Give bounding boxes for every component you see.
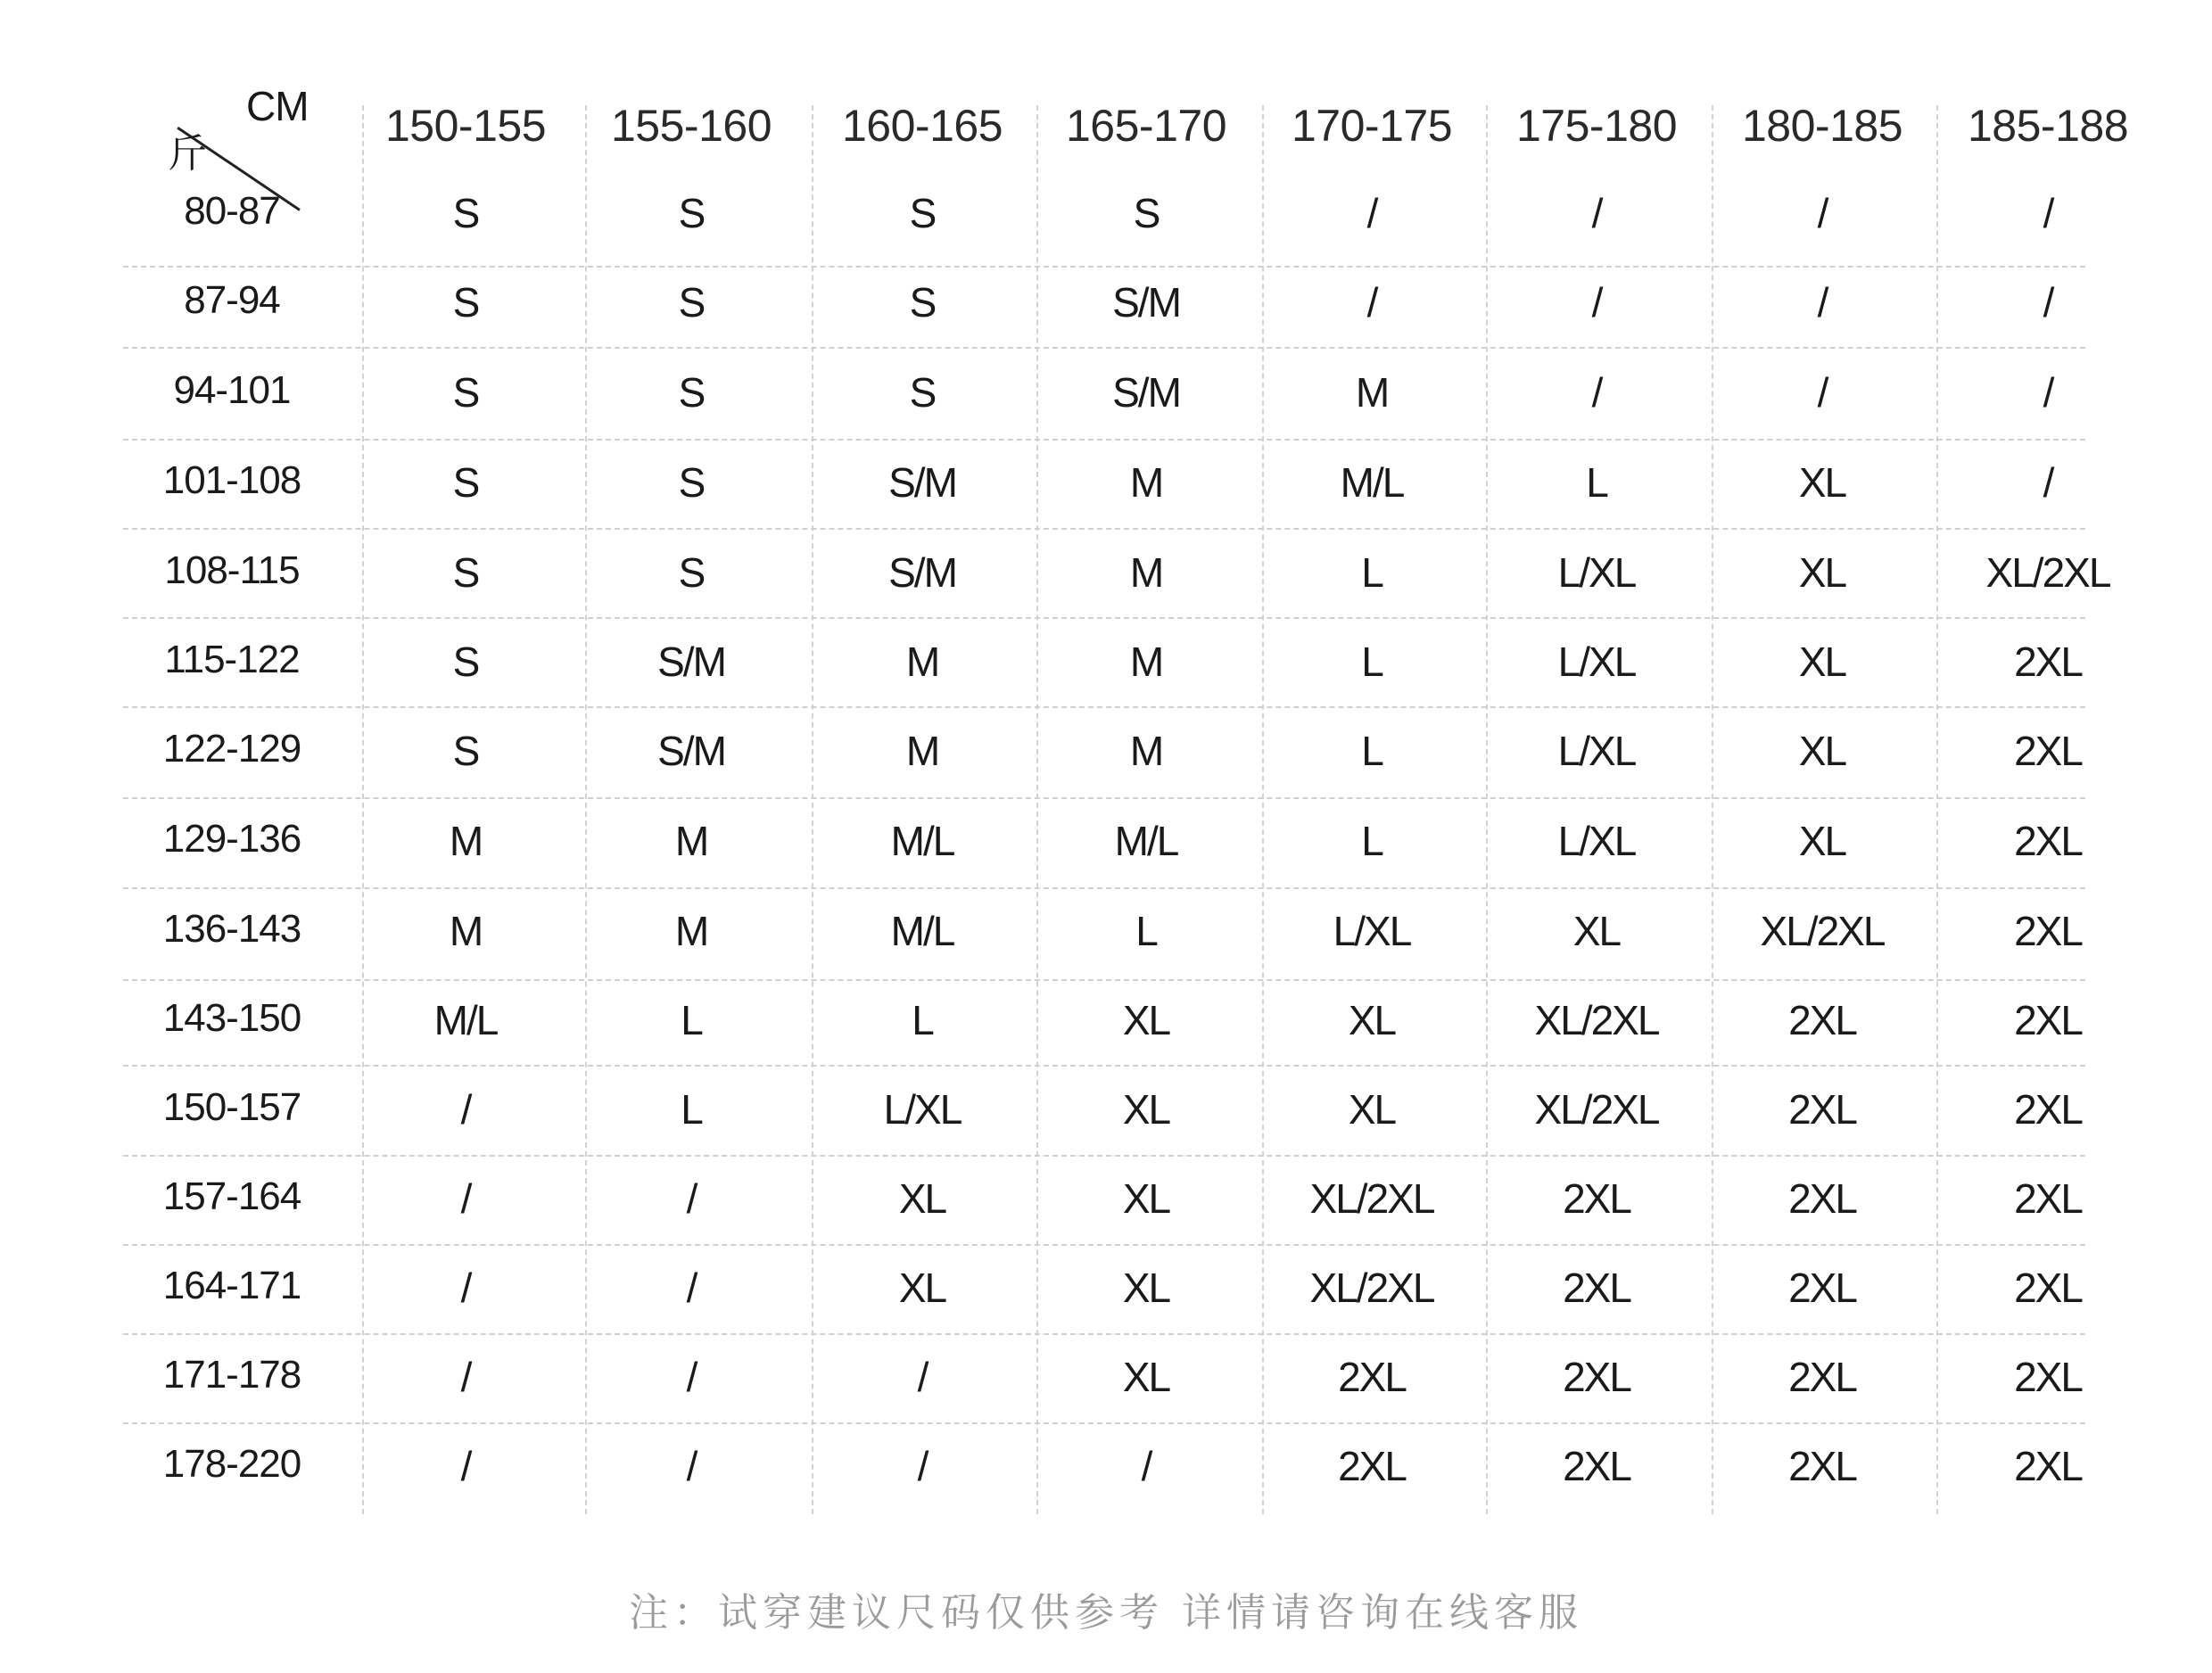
row-divider <box>123 1333 2085 1335</box>
size-cell: / <box>460 1265 471 1311</box>
size-cell: XL <box>1122 1265 1170 1311</box>
size-cell: XL <box>1798 549 1846 596</box>
size-cell: 2XL <box>1788 997 1856 1043</box>
size-cell: M <box>1129 549 1163 596</box>
size-cell: XL <box>898 1175 946 1222</box>
size-cell: 2XL <box>2014 639 2082 685</box>
size-cell: S/M <box>888 459 956 506</box>
size-cell: M <box>1129 459 1163 506</box>
size-cell: XL/2XL <box>1534 1086 1659 1133</box>
size-cell: XL <box>1572 908 1621 954</box>
row-divider <box>123 617 2085 619</box>
column-header: 165-170 <box>1066 101 1226 151</box>
row-header: 115-122 <box>164 638 300 681</box>
size-cell: L <box>1361 818 1382 864</box>
size-cell: L/XL <box>1557 639 1636 685</box>
size-cell: / <box>2043 369 2053 416</box>
size-cell: / <box>460 1443 471 1489</box>
size-cell: 2XL <box>1563 1443 1630 1489</box>
row-divider <box>123 706 2085 708</box>
row-header: 171-178 <box>162 1353 301 1397</box>
size-cell: S <box>678 369 705 416</box>
size-cell: XL <box>1348 997 1396 1043</box>
row-header: 87-94 <box>184 278 280 322</box>
size-cell: L <box>1586 459 1607 506</box>
size-cell: 2XL <box>2014 1443 2082 1489</box>
size-cell: S <box>452 639 479 685</box>
column-header: 180-185 <box>1742 101 1902 151</box>
size-cell: 2XL <box>2014 728 2082 774</box>
size-cell: XL/2XL <box>1985 549 2110 596</box>
row-header: 94-101 <box>173 368 291 412</box>
size-cell: / <box>1817 279 1828 326</box>
size-cell: 2XL <box>1788 1265 1856 1311</box>
size-cell: / <box>686 1175 697 1222</box>
size-cell: / <box>460 1354 471 1400</box>
size-cell: 2XL <box>1788 1354 1856 1400</box>
size-cell: XL <box>1122 1086 1170 1133</box>
size-cell: / <box>1591 190 1602 236</box>
row-header: 101-108 <box>162 458 301 502</box>
size-cell: M/L <box>433 997 498 1043</box>
size-cell: M <box>1355 369 1389 416</box>
column-header: 150-155 <box>385 101 546 151</box>
size-cell: / <box>1366 190 1377 236</box>
size-cell: / <box>460 1175 471 1222</box>
column-header: 155-160 <box>611 101 772 151</box>
size-cell: L/XL <box>1557 818 1636 864</box>
size-cell: 2XL <box>2014 1086 2082 1133</box>
size-cell: L/XL <box>1557 728 1636 774</box>
size-cell: S <box>452 728 479 774</box>
size-cell: / <box>2043 190 2053 236</box>
size-cell: S <box>452 369 479 416</box>
size-cell: XL <box>1798 459 1846 506</box>
size-cell: / <box>1591 279 1602 326</box>
size-cell: XL/2XL <box>1760 908 1885 954</box>
column-header: 185-188 <box>1968 101 2128 151</box>
size-cell: M/L <box>890 908 954 954</box>
size-cell: XL <box>1348 1086 1396 1133</box>
row-divider <box>123 347 2085 349</box>
row-divider <box>123 439 2085 441</box>
size-cell: 2XL <box>1563 1265 1630 1311</box>
size-cell: L <box>912 997 933 1043</box>
size-cell: 2XL <box>2014 908 2082 954</box>
size-cell: S <box>909 279 936 326</box>
size-cell: S/M <box>657 728 725 774</box>
size-cell: L <box>1361 728 1382 774</box>
size-cell: S <box>1133 190 1160 236</box>
size-cell: S/M <box>1112 369 1180 416</box>
footnote: 注：试穿建议尺码仅供参考 详情请咨询在线客服 <box>629 1590 1583 1636</box>
size-cell: / <box>917 1354 928 1400</box>
size-cell: S <box>909 190 936 236</box>
size-cell: / <box>1591 369 1602 416</box>
size-cell: XL/2XL <box>1309 1265 1434 1311</box>
size-cell: L <box>1361 639 1382 685</box>
size-cell: S <box>678 459 705 506</box>
size-cell: 2XL <box>2014 818 2082 864</box>
size-cell: S <box>452 549 479 596</box>
row-header: 129-136 <box>162 817 301 861</box>
row-divider <box>123 797 2085 799</box>
size-cell: M <box>905 639 939 685</box>
size-cell: M <box>449 818 483 864</box>
row-divider <box>123 1155 2085 1157</box>
size-cell: L <box>681 997 702 1043</box>
size-cell: M <box>449 908 483 954</box>
row-header: 157-164 <box>162 1174 301 1218</box>
size-cell: / <box>917 1443 928 1489</box>
size-cell: XL <box>1122 1354 1170 1400</box>
size-cell: M <box>905 728 939 774</box>
size-cell: 2XL <box>2014 1175 2082 1222</box>
size-cell: XL/2XL <box>1309 1175 1434 1222</box>
size-cell: 2XL <box>1338 1354 1406 1400</box>
size-cell: S <box>678 190 705 236</box>
size-cell: S/M <box>657 639 725 685</box>
size-cell: M <box>1129 639 1163 685</box>
row-divider <box>123 528 2085 530</box>
size-cell: 2XL <box>2014 1354 2082 1400</box>
size-cell: / <box>1141 1443 1151 1489</box>
size-cell: / <box>686 1354 697 1400</box>
size-cell: L <box>1135 908 1157 954</box>
size-cell: L/XL <box>1557 549 1636 596</box>
row-header: 122-129 <box>162 727 301 771</box>
size-cell: M/L <box>1340 459 1404 506</box>
size-cell: / <box>686 1443 697 1489</box>
row-header: 150-157 <box>162 1085 301 1129</box>
size-cell: / <box>1817 369 1828 416</box>
size-cell: M/L <box>890 818 954 864</box>
size-cell: / <box>2043 459 2053 506</box>
size-cell: XL/2XL <box>1534 997 1659 1043</box>
size-cell: 2XL <box>1338 1443 1406 1489</box>
size-cell: XL <box>1798 818 1846 864</box>
row-unit-label: 斤 <box>168 131 207 177</box>
size-cell: 2XL <box>2014 1265 2082 1311</box>
size-cell: S <box>452 459 479 506</box>
size-cell: M <box>1129 728 1163 774</box>
row-header: 136-143 <box>162 907 301 951</box>
row-header: 108-115 <box>164 548 300 592</box>
size-cell: 2XL <box>1563 1175 1630 1222</box>
size-cell: L/XL <box>883 1086 962 1133</box>
size-cell: / <box>2043 279 2053 326</box>
size-cell: 2XL <box>2014 997 2082 1043</box>
size-cell: / <box>686 1265 697 1311</box>
row-divider <box>123 887 2085 889</box>
row-header: 178-220 <box>162 1442 301 1486</box>
size-cell: XL <box>1798 728 1846 774</box>
size-cell: XL <box>1122 1175 1170 1222</box>
size-cell: S <box>678 549 705 596</box>
size-cell: M <box>674 908 708 954</box>
column-header: 175-180 <box>1516 101 1677 151</box>
size-cell: 2XL <box>1563 1354 1630 1400</box>
size-cell: 2XL <box>1788 1086 1856 1133</box>
size-cell: L <box>681 1086 702 1133</box>
size-cell: S <box>678 279 705 326</box>
size-cell: XL <box>1122 997 1170 1043</box>
row-divider <box>123 1244 2085 1246</box>
size-cell: / <box>460 1086 471 1133</box>
size-cell: S <box>452 279 479 326</box>
row-header: 80-87 <box>184 189 280 233</box>
row-divider <box>123 266 2085 268</box>
column-header: 160-165 <box>842 101 1003 151</box>
size-cell: XL <box>898 1265 946 1311</box>
size-cell: / <box>1817 190 1828 236</box>
size-cell: S/M <box>888 549 956 596</box>
column-header: 170-175 <box>1292 101 1452 151</box>
size-cell: XL <box>1798 639 1846 685</box>
size-cell: S <box>452 190 479 236</box>
row-header: 143-150 <box>162 996 301 1040</box>
size-cell: L <box>1361 549 1382 596</box>
row-header: 164-171 <box>162 1264 301 1307</box>
corner-header <box>161 82 321 177</box>
size-cell: M <box>674 818 708 864</box>
size-cell: M/L <box>1114 818 1178 864</box>
size-cell: / <box>1366 279 1377 326</box>
size-cell: 2XL <box>1788 1443 1856 1489</box>
column-unit-label: CM <box>246 83 309 129</box>
row-divider <box>123 1065 2085 1067</box>
row-divider <box>123 979 2085 981</box>
row-divider <box>123 1422 2085 1424</box>
size-cell: S/M <box>1112 279 1180 326</box>
size-cell: L/XL <box>1333 908 1411 954</box>
size-cell: 2XL <box>1788 1175 1856 1222</box>
size-cell: S <box>909 369 936 416</box>
